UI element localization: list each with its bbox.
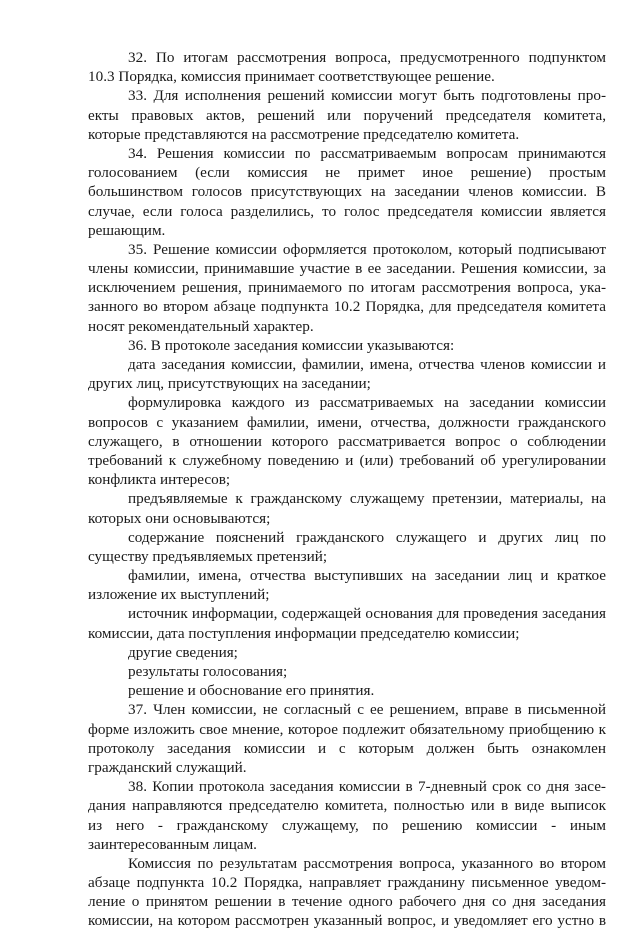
text-line: конфликта интересов; [88, 471, 231, 489]
text-line: решающим. [88, 221, 166, 239]
text-line: комиссии, на котором рассмотрен указанный вопрос, и уведомляет его устно в [88, 912, 606, 930]
paragraph-36 [88, 336, 606, 355]
paragraph-33 [88, 86, 606, 144]
text-line: вопросов с указанием фамилии, имени, отчества, должности гражданского [88, 413, 606, 431]
text-line: носят рекомендательный характер. [88, 317, 314, 335]
list-item [88, 604, 606, 642]
text-line: которых они основываются; [88, 509, 271, 527]
text-line: 38. Копии протокола заседания комиссии в 7-дневный срок со дня засе- [128, 778, 606, 796]
paragraph-notification [88, 854, 606, 931]
list-item [88, 643, 606, 662]
text-line: 35. Решение комиссии оформляется протоколом, который подписывают [128, 240, 606, 258]
document-page [88, 48, 606, 931]
text-line: екты правовых актов, решений или поручений председателя комитета, [88, 106, 606, 124]
paragraph-35 [88, 240, 606, 336]
text-line: требований к служебному поведению и (или) требований об урегулировании [88, 451, 606, 469]
list-item [88, 489, 606, 527]
text-line: большинством голосов присутствующих на заседании членов комиссии. В [88, 183, 606, 201]
text-line: формулировка каждого из рассматриваемых на заседании комиссии [128, 394, 606, 412]
text-line: голосованием (если комиссия не примет иное решение) простым [88, 164, 606, 182]
text-line: протоколу заседания комиссии и с которым должен быть ознакомлен [88, 739, 606, 757]
text-line: других лиц, присутствующих на заседании; [88, 375, 371, 393]
text-line: результаты голосования; [128, 663, 288, 680]
list-item [88, 662, 606, 681]
text-line: дата заседания комиссии, фамилии, имена, отчества членов комиссии и [128, 356, 606, 373]
text-line: другие сведения; [128, 643, 238, 661]
text-line: форме изложить свое мнение, которое подлежит обязательному приобщению к [88, 720, 606, 738]
text-line: изложение их выступлений; [88, 586, 270, 604]
text-line: служащего, в отношении которого рассматривается вопрос о соблюдении [88, 432, 606, 450]
text-line: ление о принятом решении в течение одного рабочего дня со дня заседания [88, 893, 606, 911]
text-line: из него - гражданскому служащему, по решению комиссии - иным [88, 816, 606, 834]
text-line: исключением решения, принимаемого по итогам рассмотрения вопроса, ука- [88, 279, 606, 297]
list-item [88, 355, 606, 393]
text-line: абзаце подпункта 10.2 Порядка, направляет гражданину письменное уведом- [88, 874, 606, 892]
text-line: решение и обоснование его принятия. [128, 682, 375, 700]
text-line: занного во втором абзаце подпункта 10.2 Порядка, для председателя комитета [88, 298, 606, 316]
list-item [88, 566, 606, 604]
text-line: 32. По итогам рассмотрения вопроса, предусмотренного подпунктом [128, 49, 606, 66]
paragraph-37 [88, 700, 606, 777]
text-line: 36. В протоколе заседания комиссии указываются: [128, 336, 455, 354]
text-line: фамилии, имена, отчества выступивших на заседании лиц и краткое [128, 567, 606, 585]
list-item [88, 393, 606, 489]
text-line: 10.3 Порядка, комиссия принимает соответствующее решение. [88, 68, 495, 86]
text-line: содержание пояснений гражданского служащего и других лиц по [128, 528, 606, 546]
text-line: источник информации, содержащей основания для проведения заседания [128, 605, 606, 623]
text-line: 33. Для исполнения решений комиссии могут быть подготовлены про- [128, 87, 606, 105]
text-line: существу предъявляемых претензий; [88, 547, 328, 565]
text-line: предъявляемые к гражданскому служащему претензии, материалы, на [128, 490, 606, 508]
text-line: случае, если голоса разделились, то голос председателя комиссии является [88, 202, 606, 220]
text-line: гражданский служащий. [88, 758, 247, 776]
text-line: заинтересованным лицам. [88, 835, 257, 853]
text-line: 37. Член комиссии, не согласный с ее решением, вправе в письменной [128, 701, 606, 719]
paragraph-38 [88, 777, 606, 854]
list-item [88, 681, 606, 700]
text-line: Комиссия по результатам рассмотрения вопроса, указанного во втором [128, 854, 606, 872]
text-line: комиссии, дата поступления информации председателю комиссии; [88, 624, 520, 642]
text-line: 34. Решения комиссии по рассматриваемым вопросам принимаются [128, 144, 606, 162]
text-line: которые представляются на рассмотрение председателю комитета. [88, 125, 520, 143]
paragraph-32 [88, 48, 606, 86]
text-line: дания направляются председателю комитета, полностью или в виде выписок [88, 797, 606, 815]
text-line: члены комиссии, принимавшие участие в ее заседании. Решения комиссии, за [88, 260, 606, 278]
list-item [88, 528, 606, 566]
paragraph-34 [88, 144, 606, 240]
